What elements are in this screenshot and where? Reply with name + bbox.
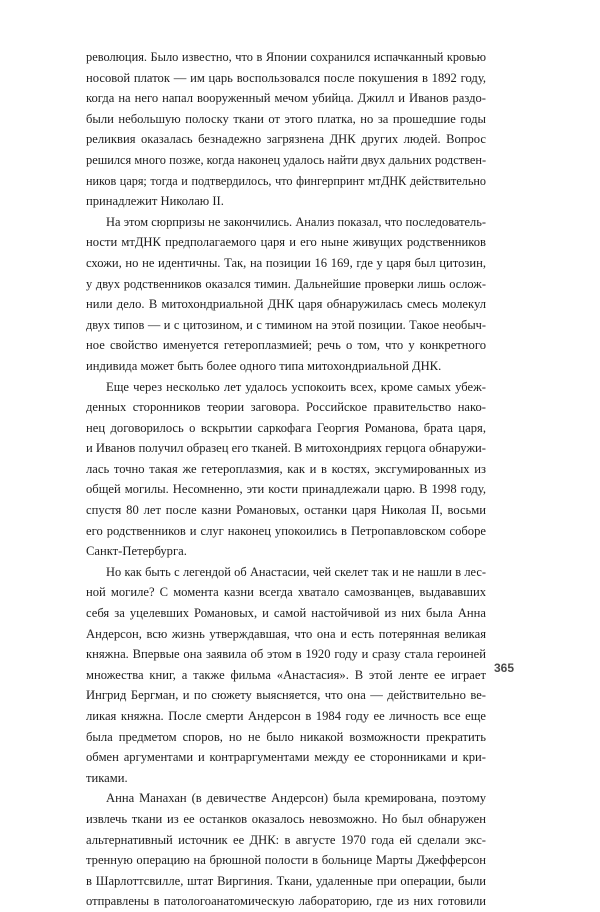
text-line: тренную операцию на брюшной полости в больнице Марты Джефферсон bbox=[86, 853, 486, 868]
text-line: лась точно такая же гетероплазмия, как и в костях, эксгумированных из bbox=[86, 461, 486, 476]
text-line: тиками. bbox=[86, 770, 128, 785]
text-line: индивида может быть более одного типа митохондриальной ДНК. bbox=[86, 358, 442, 373]
text-line: в Шарлоттсвилле, штат Виргиния. Ткани, удаленные при операции, были bbox=[86, 873, 486, 888]
text-line: были небольшую полоску ткани от этого платка, но за прошедшие годы bbox=[86, 111, 486, 126]
text-line: извлечь ткани из ее останков оказалось невозможно. Но был обнаружен bbox=[86, 811, 486, 826]
text-line: спустя 80 лет после казни Романовых, останки царя Николая II, восьми bbox=[86, 503, 486, 518]
text-line: революция. Было известно, что в Японии сохранился испачканный кровью bbox=[86, 50, 486, 64]
text-line: Еще через несколько лет удалось успокоить всех, кроме самых убеж- bbox=[106, 379, 486, 394]
text-line: его родственников и слуг наконец упокоились в Петропавловском соборе bbox=[86, 523, 486, 538]
text-line: у двух родственников оказался тимин. Дальнейшие проверки лишь ослож- bbox=[86, 276, 486, 291]
text-line: нили дело. В митохондриальной ДНК царя обнаружилась смесь молекул bbox=[86, 297, 486, 312]
text-line: Ингрид Бергман, и по сюжету выясняется, что она — действительно ве- bbox=[86, 688, 486, 703]
page-number: 365 bbox=[494, 661, 515, 675]
text-line: ности мтДНК предполагаемого царя и его ныне живущих родственников bbox=[86, 235, 486, 250]
text-line: отправлены в патологоанатомическую лабораторию, где из них готовили bbox=[86, 894, 486, 909]
text-line: ной могиле? С момента казни всегда хватало самозванцев, выдававших bbox=[86, 585, 486, 600]
text-line: Андерсон, всю жизнь утверждавшая, что она и есть потерянная великая bbox=[86, 626, 486, 641]
text-line: альтернативный источник ее ДНК: в августе 1970 года ей сделали экс- bbox=[86, 832, 486, 847]
text-line: ликая княжна. После смерти Андерсон в 1984 году ее личность все еще bbox=[86, 709, 486, 723]
text-line: двух типов — и с цитозином, и с тимином на этой позиции. Такое необыч- bbox=[86, 317, 486, 332]
text-line: Но как быть с легендой об Анастасии, чей скелет так и не нашли в лес- bbox=[106, 564, 486, 579]
text-line: схожи, но не идентичны. Так, на позиции 16 169, где у царя был цитозин, bbox=[86, 255, 486, 270]
text-line: себя за уцелевших Романовых, и самой настойчивой из них была Анна bbox=[86, 606, 486, 621]
text-line: нец договорилось о вскрытии саркофага Георгия Романова, брата царя, bbox=[86, 420, 486, 435]
text-line: принадлежит Николаю II. bbox=[86, 194, 224, 209]
text-line: ников царя; тогда и подтвердилось, что фингерпринт мтДНК действительно bbox=[86, 173, 486, 188]
text-line: решился много позже, когда наконец удалось найти двух дальних родствен- bbox=[86, 152, 487, 167]
text-line: Анна Манахан (в девичестве Андерсон) была кремирована, поэтому bbox=[106, 791, 486, 806]
text-line: общей могилы. Несомненно, эти кости принадлежали царю. В 1998 году, bbox=[86, 482, 486, 497]
text-line: носовой платок — им царь воспользовался после покушения в 1892 году, bbox=[86, 70, 486, 85]
text-line: и Иванов получил образец его тканей. В митохондриях герцога обнаружи- bbox=[86, 441, 486, 456]
text-line: реликвия оказалась безнадежно загрязнена ДНК других людей. Вопрос bbox=[86, 132, 486, 147]
text-line: ное свойство именуется гетероплазмией; речь о том, что у конкретного bbox=[86, 338, 486, 353]
text-line: была предметом споров, но не было никакой возможности прекратить bbox=[86, 729, 486, 744]
text-line: когда на него напал вооруженный мечом убийца. Джилл и Иванов раздо- bbox=[86, 91, 486, 106]
body-text bbox=[86, 47, 486, 912]
text-line: обмен аргументами и контраргументами между ее сторонниками и кри- bbox=[86, 750, 486, 765]
text-line: множества книг, а также фильма «Анастасия». В этой ленте ее играет bbox=[86, 667, 486, 682]
text-line: На этом сюрпризы не закончились. Анализ показал, что последователь- bbox=[106, 214, 486, 229]
text-line: денных сторонников теории заговора. Российское правительство нако- bbox=[86, 400, 486, 415]
text-line: княжна. Впервые она заявила об этом в 1920 году и сразу стала героиней bbox=[86, 647, 486, 662]
text-line: Санкт-Петербурга. bbox=[86, 544, 187, 559]
